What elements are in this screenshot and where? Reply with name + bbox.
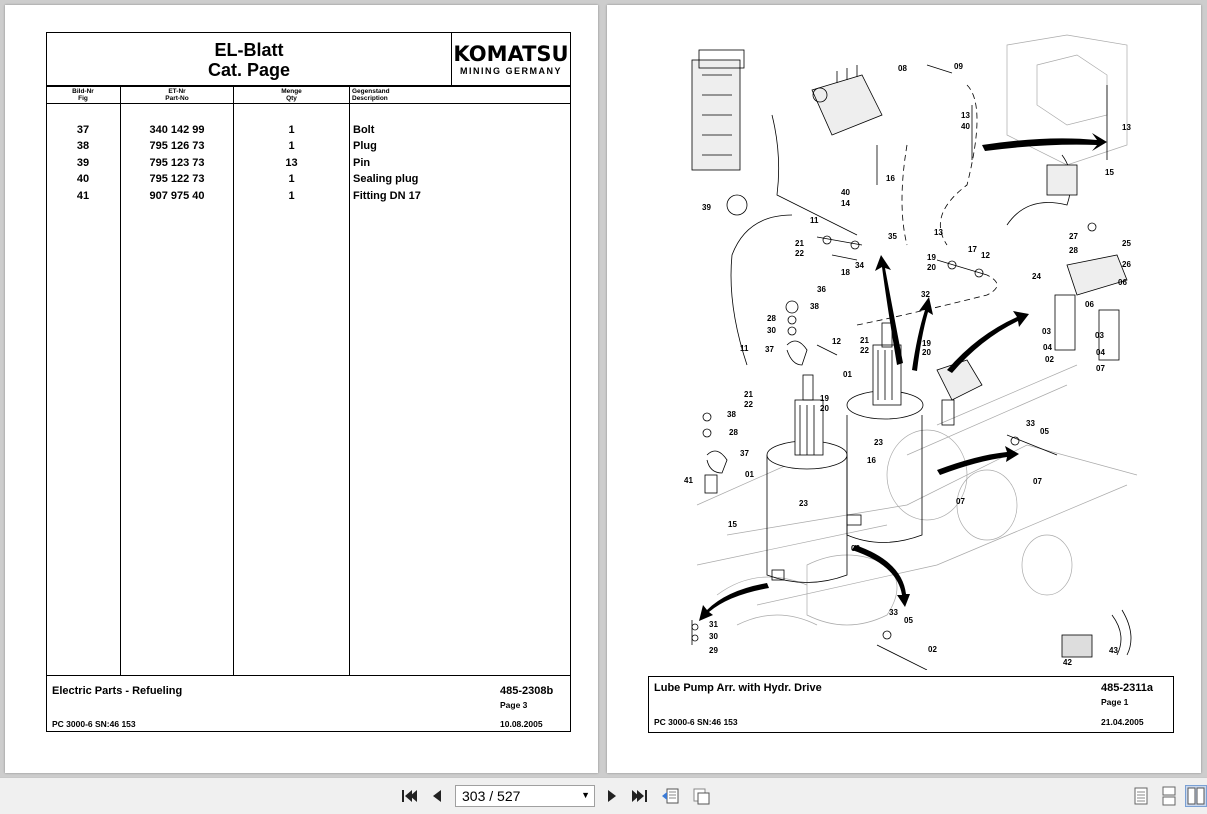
footer-date: 21.04.2005	[1101, 717, 1144, 727]
callout-label: 05	[1040, 427, 1049, 436]
column-header-divider	[47, 103, 570, 104]
single-page-button[interactable]	[1130, 785, 1152, 807]
callout-label: 43	[1109, 646, 1118, 655]
left-page	[5, 5, 598, 773]
callout-label: 02	[851, 544, 860, 553]
footer-doc-number: 485-2311a	[1101, 682, 1153, 694]
callout-label: 17	[968, 245, 977, 254]
callout-label: 12	[832, 337, 841, 346]
callout-label: 23	[874, 438, 883, 447]
callout-label: 31	[709, 620, 718, 629]
callout-label: 28	[729, 428, 738, 437]
callout-label: 32	[921, 290, 930, 299]
callout-label: 35	[888, 232, 897, 241]
prev-page-icon	[430, 788, 444, 804]
callout-label: 08	[898, 64, 907, 73]
callout-label: 28	[767, 314, 776, 323]
callout-label: 27	[1069, 232, 1078, 241]
callout-label: 15	[1105, 168, 1114, 177]
callout-label: 21	[744, 390, 753, 399]
callout-label: 38	[810, 302, 819, 311]
callout-label: 24	[1032, 272, 1041, 281]
callout-label: 14	[841, 199, 850, 208]
callout-label: 15	[728, 520, 737, 529]
callout-label: 04	[1096, 348, 1105, 357]
table-row: 37 340 142 99 1 Bolt	[76, 124, 375, 136]
callout-label: 22	[795, 249, 804, 258]
callout-label: 03	[1042, 327, 1051, 336]
last-page-icon	[631, 788, 649, 804]
callout-label: 19	[927, 253, 936, 262]
logo-brand: KOMATSU	[453, 42, 569, 66]
callout-label: 21	[795, 239, 804, 248]
footer-divider	[47, 675, 570, 676]
callout-label: 25	[1122, 239, 1131, 248]
callout-label: 06	[1118, 278, 1127, 287]
sheet-title	[47, 33, 452, 85]
callout-label: 19	[922, 339, 931, 348]
footer-date: 10.08.2005	[500, 719, 543, 729]
facing-button[interactable]	[1185, 785, 1207, 807]
callout-label: 30	[709, 632, 718, 641]
header-divider	[47, 85, 570, 87]
callout-label: 29	[709, 646, 718, 655]
callout-label: 37	[765, 345, 774, 354]
table-row: 40 795 122 73 1 Sealing plug	[76, 173, 419, 185]
callout-label: 16	[886, 174, 895, 183]
footer-model: PC 3000-6 SN:46 153	[654, 717, 738, 727]
callout-label: 33	[889, 608, 898, 617]
callout-label: 20	[927, 263, 936, 272]
callout-label: 40	[841, 188, 850, 197]
callout-label: 19	[820, 394, 829, 403]
footer-model: PC 3000-6 SN:46 153	[52, 719, 136, 729]
callout-label: 28	[1069, 246, 1078, 255]
callout-label: 39	[702, 203, 711, 212]
callout-label: 22	[744, 400, 753, 409]
callout-label: 05	[904, 616, 913, 625]
callout-label: 02	[928, 645, 937, 654]
viewer-toolbar	[0, 777, 1207, 814]
callout-label: 12	[981, 251, 990, 260]
callout-label: 13	[1122, 123, 1131, 132]
single-page-icon	[1132, 786, 1150, 806]
col-header-desc: Gegenstand Description	[352, 88, 390, 102]
callout-label: 07	[956, 497, 965, 506]
callout-label: 04	[1043, 343, 1052, 352]
last-page-button[interactable]	[629, 785, 651, 807]
prev-page-button[interactable]	[426, 785, 448, 807]
facing-icon	[1187, 786, 1205, 806]
callout-label: 23	[799, 499, 808, 508]
title-line-1: EL-Blatt	[214, 40, 284, 60]
footer-page: Page 1	[1101, 697, 1129, 707]
col-header-part: ET-Nr Part-No	[165, 88, 189, 102]
chevron-down-icon: ▼	[581, 790, 590, 800]
callout-label: 13	[934, 228, 943, 237]
table-row: 39 795 123 73 13 Pin	[76, 157, 371, 169]
callout-label: 11	[810, 216, 819, 225]
callout-label: 22	[860, 346, 869, 355]
callout-label: 18	[841, 268, 850, 277]
page-indicator: 303 / 527	[462, 788, 521, 804]
callout-label: 36	[817, 285, 826, 294]
callout-label: 30	[767, 326, 776, 335]
callout-label: 21	[860, 336, 869, 345]
callout-label: 06	[1085, 300, 1094, 309]
fit-page-icon	[661, 786, 681, 806]
callout-label: 33	[1026, 419, 1035, 428]
callout-label: 11	[740, 344, 749, 353]
callout-label: 16	[867, 456, 876, 465]
callout-label: 01	[745, 470, 754, 479]
callout-label: 20	[922, 348, 931, 357]
callout-label: 13	[961, 111, 970, 120]
next-page-button[interactable]	[601, 785, 623, 807]
callout-label: 38	[727, 410, 736, 419]
continuous-button[interactable]	[1158, 785, 1180, 807]
fit-width-icon	[691, 786, 711, 806]
fit-page-button[interactable]	[660, 785, 682, 807]
callout-label: 37	[740, 449, 749, 458]
callout-label: 42	[1063, 658, 1072, 667]
callout-label: 34	[855, 261, 864, 270]
callout-label: 02	[1045, 355, 1054, 364]
callout-label: 03	[1095, 331, 1104, 340]
first-page-button[interactable]	[398, 785, 420, 807]
callout-label: 20	[820, 404, 829, 413]
footer-doc-number: 485-2308b	[500, 685, 554, 697]
table-row: 38 795 126 73 1 Plug	[76, 140, 377, 152]
callout-label: 09	[954, 62, 963, 71]
parts-list-sheet	[46, 32, 571, 732]
continuous-icon	[1160, 786, 1178, 806]
page-number-select[interactable]	[455, 785, 595, 807]
callout-label: 41	[684, 476, 693, 485]
komatsu-logo	[452, 33, 570, 85]
footer-title: Lube Pump Arr. with Hydr. Drive	[654, 682, 822, 694]
callout-label: 07	[1033, 477, 1042, 486]
first-page-icon	[400, 788, 418, 804]
callout-label: 40	[961, 122, 970, 131]
next-page-icon	[605, 788, 619, 804]
col-header-qty: Menge Qty	[281, 88, 302, 102]
footer-page: Page 3	[500, 700, 528, 710]
fit-width-button[interactable]	[690, 785, 712, 807]
drawing-footer	[648, 676, 1174, 733]
callout-label: 01	[843, 370, 852, 379]
footer-title: Electric Parts - Refueling	[52, 685, 183, 697]
col-header-fig: Bild-Nr Fig	[72, 88, 94, 102]
right-page	[607, 5, 1201, 773]
title-line-2: Cat. Page	[207, 60, 291, 80]
logo-subtitle: MINING GERMANY	[460, 66, 562, 76]
table-row: 41 907 975 40 1 Fitting DN 17	[76, 190, 421, 202]
callout-label: 26	[1122, 260, 1131, 269]
callout-label: 07	[1096, 364, 1105, 373]
exploded-view-drawing	[607, 5, 1201, 670]
